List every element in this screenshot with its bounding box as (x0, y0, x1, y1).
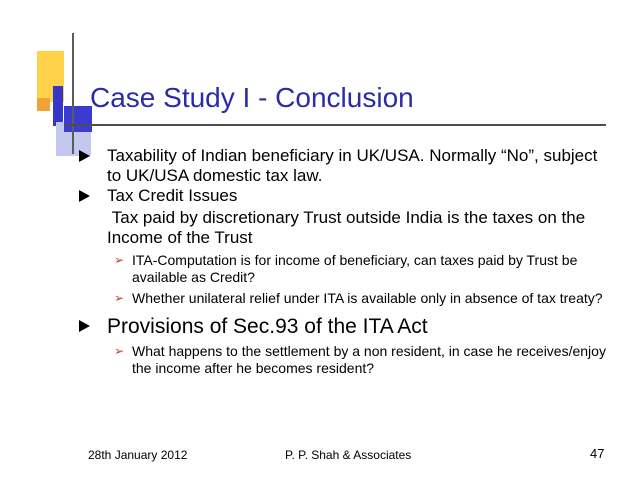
arrowhead-bullet-icon: ➢ (114, 291, 125, 305)
decor-vertical-line (72, 33, 74, 154)
bullet-item (76, 146, 606, 186)
sub-bullet-item (76, 343, 606, 377)
arrowhead-bullet-icon: ➢ (114, 344, 125, 358)
title-divider-line (65, 124, 606, 126)
decor-square-orange (37, 98, 50, 111)
decor-square-blue (53, 86, 63, 126)
sub-bullet-text: ITA-Computation is for income of beneficiary, can taxes paid by Trust be available as Credit? (132, 252, 578, 285)
slide-content (76, 146, 606, 377)
bullet-triangle-icon (79, 150, 90, 162)
bullet-item (76, 186, 606, 206)
footer-date: 28th January 2012 (88, 448, 188, 462)
sub-bullet-item (76, 290, 606, 307)
slide-title: Case Study I - Conclusion (90, 82, 414, 113)
bullet-triangle-icon (79, 320, 90, 332)
bullet-triangle-icon (79, 190, 90, 202)
bullet-item (76, 314, 606, 339)
arrowhead-bullet-icon: ➢ (114, 253, 125, 267)
bullet-text: Provisions of Sec.93 of the ITA Act (107, 315, 428, 338)
page-number: 47 (590, 446, 605, 461)
bullet-text: Tax Credit Issues (107, 186, 238, 205)
sub-bullet-item (76, 252, 606, 286)
bullet-text: Taxability of Indian beneficiary in UK/USA. Normally “No”, subject to UK/USA domestic tax law. (107, 146, 598, 185)
footer-firm: P. P. Shah & Associates (285, 448, 412, 462)
sub-bullet-text: Whether unilateral relief under ITA is available only in absence of tax treaty? (132, 290, 603, 306)
sub-bullet-text: What happens to the settlement by a non resident, in case he receives/enjoy the income after he becomes resident? (132, 343, 606, 376)
decor-square-blue-2 (64, 106, 92, 132)
bullet-paragraph: Tax paid by discretionary Trust outside India is the taxes on the Income of the Trust (107, 208, 590, 247)
